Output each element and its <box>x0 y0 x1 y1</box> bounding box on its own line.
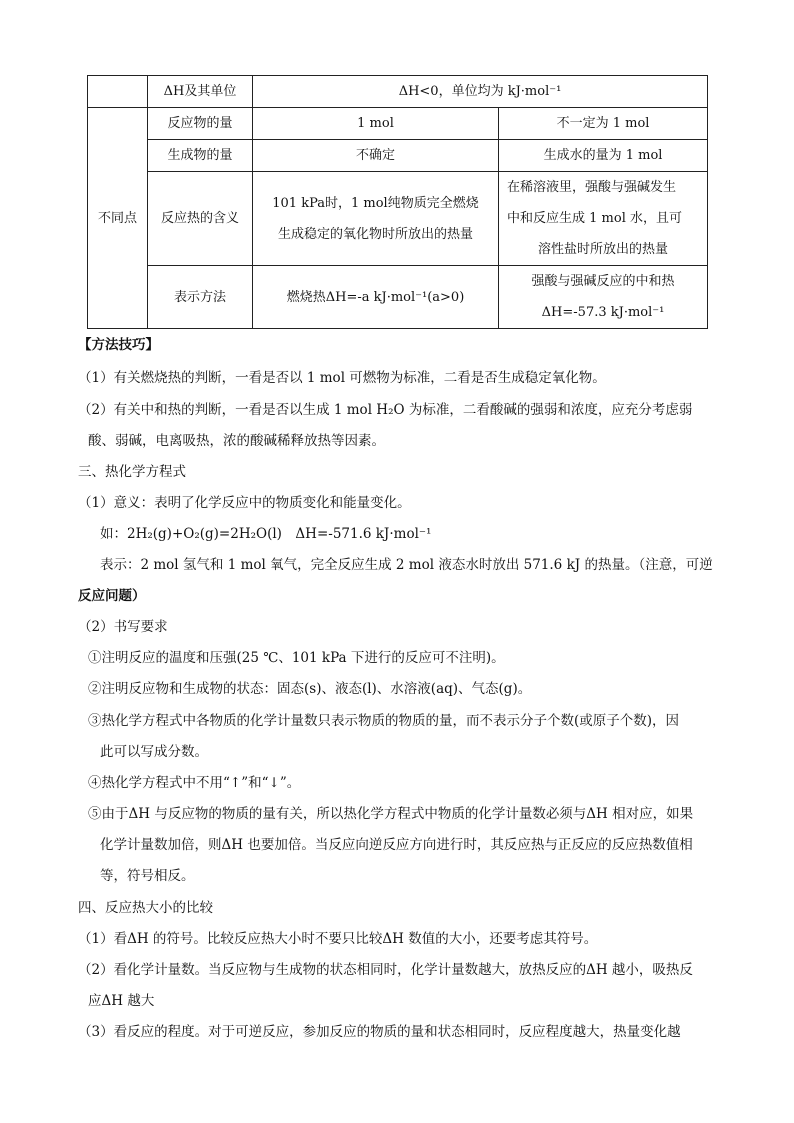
table-cell-value: 燃烧热ΔH=-a kJ·mol⁻¹(a>0) <box>253 266 499 329</box>
table-cell-value: 生成水的量为 1 mol <box>499 140 708 172</box>
requirement-item-continued: 化学计量数加倍，则ΔH 也要加倍。当反应向逆反应方向进行时，其反应热与正反应的反应热数值相 <box>100 837 693 853</box>
table-cell-empty <box>88 76 148 108</box>
requirement-item: ④热化学方程式中不用“↑”和“↓”。 <box>88 775 301 791</box>
tip-item: （2）有关中和热的判断，一看是否以生成 1 mol H₂O 为标准，二看酸碱的强弱和浓度，应充分考虑弱 <box>78 402 693 418</box>
table-row <box>88 266 708 329</box>
combustion-meaning-line: 101 kPa时，1 mol纯物质完全燃烧 <box>272 195 479 211</box>
section-heading: 三、热化学方程式 <box>78 464 186 480</box>
paragraph-continued: 应ΔH 越大 <box>88 993 155 1009</box>
equation-example: 如：2H₂(g)+O₂(g)=2H₂O(l) ΔH=-571.6 kJ·mol⁻¹ <box>100 526 432 542</box>
table-cell-label: 反应物的量 <box>148 108 253 140</box>
paragraph: （2）看化学计量数。当反应物与生成物的状态相同时，化学计量数越大，放热反应的ΔH 越小，吸热反 <box>78 962 693 978</box>
paragraph: （2）书写要求 <box>78 619 168 635</box>
neutralization-meaning-line: 溶性盐时所放出的热量 <box>538 242 669 257</box>
combustion-meaning-line: 生成稳定的氧化物时所放出的热量 <box>277 226 473 242</box>
table-cell-value <box>499 266 708 329</box>
tips-heading: 【方法技巧】 <box>78 337 159 353</box>
table-cell-value: 不一定为 1 mol <box>499 108 708 140</box>
requirement-item-continued: 此可以写成分数。 <box>100 744 208 760</box>
section-heading: 四、反应热大小的比较 <box>78 900 213 916</box>
paragraph-continued: 反应问题） <box>78 588 146 604</box>
table-cell-label: ΔH及其单位 <box>148 76 253 108</box>
table-row <box>88 108 708 140</box>
table-cell-label: 表示方法 <box>148 266 253 329</box>
requirement-item: ①注明反应的温度和压强(25 ℃、101 kPa 下进行的反应可不注明)。 <box>88 650 505 666</box>
table-cell-value: 1 mol <box>253 108 499 140</box>
table-row <box>88 140 708 172</box>
requirement-item: ③热化学方程式中各物质的化学计量数只表示物质的物质的量，而不表示分子个数(或原子个数)，因 <box>88 713 680 729</box>
table-cell-value: 不确定 <box>253 140 499 172</box>
tip-item-continued: 酸、弱碱，电离吸热，浓的酸碱稀释放热等因素。 <box>88 433 385 449</box>
table-cell-label: 生成物的量 <box>148 140 253 172</box>
paragraph: （1）看ΔH 的符号。比较反应热大小时不要只比较ΔH 数值的大小，还要考虑其符号。 <box>78 931 598 947</box>
neutralization-repr-line: 强酸与强碱反应的中和热 <box>531 274 675 289</box>
table-cell-label: 反应热的含义 <box>148 172 253 266</box>
table-group-label: 不同点 <box>88 108 148 329</box>
table-cell-value: ΔH<0，单位均为 kJ·mol⁻¹ <box>253 76 708 108</box>
requirement-item: ②注明反应物和生成物的状态：固态(s)、液态(l)、水溶液(aq)、气态(g)。 <box>88 681 532 697</box>
neutralization-meaning-line: 中和反应生成 1 mol 水，且可 <box>507 211 682 226</box>
table-row <box>88 76 708 108</box>
requirement-item-continued: 等，符号相反。 <box>100 868 195 884</box>
paragraph: （3）看反应的程度。对于可逆反应，参加反应的物质的量和状态相同时，反应程度越大，热量变化越 <box>78 1024 681 1040</box>
tip-item: （1）有关燃烧热的判断，一看是否以 1 mol 可燃物为标准，二看是否生成稳定氧化物。 <box>78 370 606 386</box>
table-cell-value <box>499 172 708 266</box>
requirement-item: ⑤由于ΔH 与反应物的物质的量有关，所以热化学方程式中物质的化学计量数必须与ΔH 相对应，如果 <box>88 806 694 822</box>
table-row <box>88 172 708 266</box>
neutralization-meaning-line: 在稀溶液里，强酸与强碱发生 <box>507 180 677 195</box>
comparison-table <box>87 75 708 329</box>
neutralization-repr-line: ΔH=-57.3 kJ·mol⁻¹ <box>541 305 665 320</box>
paragraph: 表示：2 mol 氢气和 1 mol 氧气，完全反应生成 2 mol 液态水时放出 571.6 kJ 的热量。（注意，可逆 <box>100 557 713 573</box>
table-cell-value <box>253 172 499 266</box>
paragraph: （1）意义：表明了化学反应中的物质变化和能量变化。 <box>78 495 411 511</box>
